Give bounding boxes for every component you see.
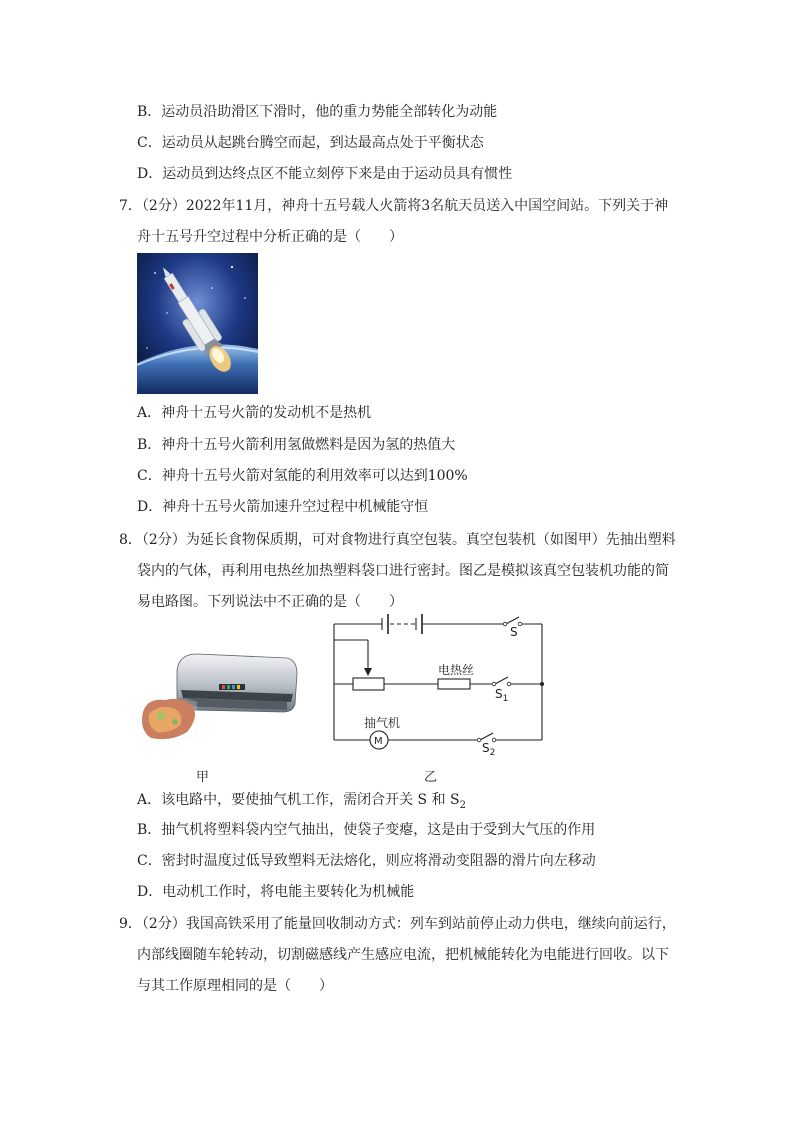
figure-yi-caption: 乙 xyxy=(424,770,438,785)
q6-option-c: C．运动员从起跳台腾空而起，到达最高点处于平衡状态 xyxy=(137,135,484,151)
q8-option-a: A．该电路中，要使抽气机工作，需闭合开关 S 和 $S_2$ xyxy=(137,792,467,811)
q9-stem-line2: 内部线圈随车轮转动，切割磁感线产生感应电流，把机械能转化为电能进行回收。以下 xyxy=(137,947,669,963)
switch-s2-label: $S_2$ xyxy=(482,741,496,755)
figure-jia-caption: 甲 xyxy=(196,770,210,785)
q9-stem-line3: 与其工作原理相同的是（ ） xyxy=(137,978,333,994)
q8-option-b: B．抽气机将塑料袋内空气抽出，使袋子变瘪，这是由于受到大气压的作用 xyxy=(137,822,596,838)
q8-option-c: C．密封时温度过低导致塑料无法熔化，则应将滑动变阻器的滑片向左移动 xyxy=(137,853,596,869)
pump-label: 抽气机 xyxy=(364,716,401,730)
q7-option-b: B．神舟十五号火箭利用氢做燃料是因为氢的热值大 xyxy=(137,437,456,453)
q7-option-c: C．神舟十五号火箭对氢能的利用效率可以达到100% xyxy=(137,468,468,484)
q7-option-d: D．神舟十五号火箭加速升空过程中机械能守恒 xyxy=(137,499,429,515)
rocket-launch-image xyxy=(137,253,258,394)
circuit-diagram xyxy=(320,610,555,755)
q9-stem-line1: 9．（2分）我国高铁采用了能量回收制动方式：列车到站前停止动力供电，继续向前运行， xyxy=(119,916,676,932)
switch-s-label: S xyxy=(510,625,518,639)
q8-stem-line2: 袋内的气体，再利用电热丝加热塑料袋口进行密封。图乙是模拟该真空包装机功能的简 xyxy=(137,563,669,579)
motor-label: M xyxy=(374,736,383,747)
heater-label: 电热丝 xyxy=(438,663,475,677)
q7-option-a: A．神舟十五号火箭的发动机不是热机 xyxy=(137,405,372,421)
q8-stem-line1: 8．（2分）为延长食物保质期，可对食物进行真空包装。真空包装机（如图甲）先抽出塑料 xyxy=(119,532,676,548)
q8-option-d: D．电动机工作时，将电能主要转化为机械能 xyxy=(137,884,415,900)
switch-s1-label: $S_1$ xyxy=(495,687,509,704)
vacuum-sealer-image xyxy=(137,640,303,745)
q7-stem-line1: 7．（2分）2022年11月，神舟十五号载人火箭将3名航天员送入中国空间站。下列关于神 xyxy=(119,198,669,214)
q6-option-b: B．运动员沿助滑区下滑时，他的重力势能全部转化为动能 xyxy=(137,104,498,120)
q8-stem-line3: 易电路图。下列说法中不正确的是（ ） xyxy=(137,594,403,610)
q7-stem-line2: 舟十五号升空过程中分析正确的是（ ） xyxy=(137,229,403,245)
q6-option-d: D．运动员到达终点区不能立刻停下来是由于运动员具有惯性 xyxy=(137,166,513,182)
